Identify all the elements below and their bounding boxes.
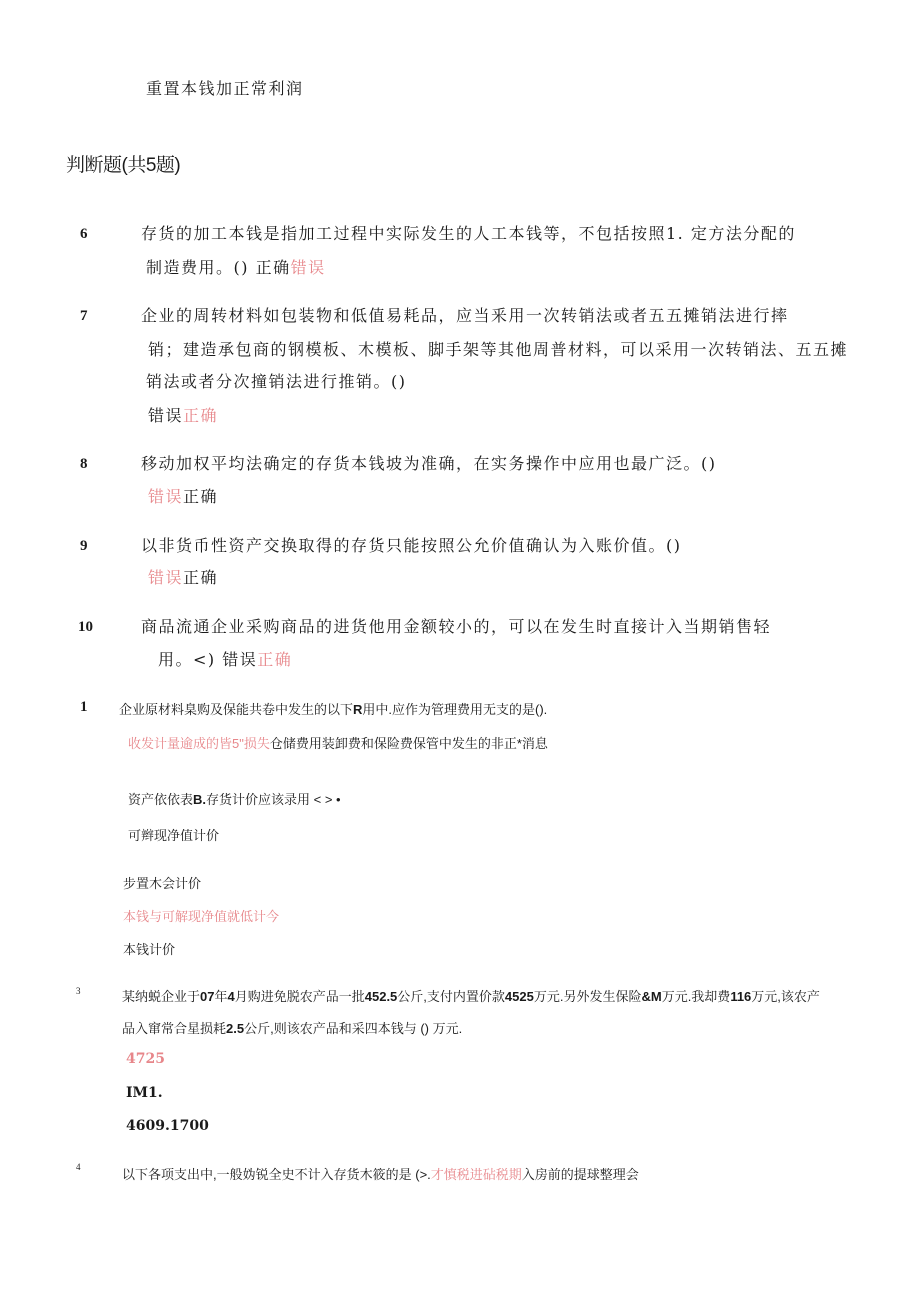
question-text: 某纳蜕企业于07年4月购进免脱农产品一批452.5公斤,支付内置价款4525万元.另外发生保险&M万元.我却费116万元,该农产 — [122, 989, 820, 1004]
answer-option[interactable]: 正确 — [183, 568, 219, 587]
answer-option-highlighted[interactable]: 4725 — [126, 1051, 165, 1067]
top-line: 重置本钱加正常利润 — [146, 79, 304, 98]
answer-option-highlighted[interactable]: 收发计量逾成的皆5"损失 — [128, 736, 270, 751]
answer-option-highlighted[interactable]: 本钱与可解现净值就低计今 — [123, 909, 280, 924]
question-text: 以非货币性资产交换取得的存货只能按照公允价值确认为入账价值。() — [141, 536, 682, 555]
answer-option[interactable]: 4609.1700 — [126, 1118, 209, 1134]
answer-options — [148, 565, 218, 588]
question-text: 移动加权平均法确定的存货本钱坡为准确，在实务操作中应用也最广泛。() — [141, 454, 717, 473]
answer-option[interactable]: 仓储费用装卸费和保险费保管中发生的非正*消息 — [269, 736, 548, 751]
question-text: 企业原材料臬购及保能共卷中发生的以下R用中.应作为管理费用无支的是(). — [119, 702, 548, 717]
answer-option-highlighted[interactable]: 错误 — [148, 568, 184, 587]
answer-option-highlighted[interactable]: 错误 — [290, 258, 326, 277]
question-text: 资产依依表B.存货计价应该录用 < > • — [128, 792, 341, 807]
answer-option-highlighted[interactable]: 才慎税进砧税期 — [430, 1167, 522, 1182]
answer-option[interactable]: 用。<) 错误 — [158, 650, 258, 669]
answer-option[interactable]: 正确 — [183, 487, 219, 506]
question-number: 3 — [76, 986, 81, 996]
question-number: 10 — [78, 619, 93, 635]
answer-option-highlighted[interactable]: 正确 — [257, 650, 293, 669]
answer-option[interactable]: 制造费用。() 正确 — [146, 258, 291, 277]
question-text: 企业的周转材料如包装物和低值易耗品，应当釆用一次转销法或者五五摊销法进行摔 — [141, 306, 789, 325]
question-text-continued: 销；建造承包商的钢模板、木模板、脚手架等其他周普材料，可以采用一次转销法、五五摊 — [148, 340, 849, 359]
question-text-continued — [146, 255, 326, 278]
question-text: 商品流通企业采购商品的进货他用金额较小的，可以在发生时直接计入当期销售轻 — [141, 617, 772, 636]
question-text: 存货的加工本钱是指加工过程中实际发生的人工本钱等，不包括按照1. 定方法分配的 — [141, 224, 796, 243]
answer-option[interactable]: 本钱计价 — [123, 942, 176, 957]
answer-option[interactable]: 步置木会计价 — [123, 876, 202, 891]
answer-option[interactable]: 错误 — [148, 406, 184, 425]
question-text-continued — [158, 647, 292, 670]
question-number: 6 — [80, 226, 88, 242]
answer-options — [148, 484, 218, 507]
question-text: 以下各项支出中,一般妫锐全史不计入存货木筱的是 (>.才慎税进砧税期入房前的提球整理会 — [122, 1167, 639, 1182]
question-number: 8 — [80, 456, 88, 472]
answer-options — [148, 403, 218, 426]
question-number: 1 — [80, 699, 88, 715]
question-number: 4 — [76, 1162, 81, 1172]
answer-option-highlighted[interactable]: 错误 — [148, 487, 184, 506]
answer-option-highlighted[interactable]: 正确 — [183, 406, 219, 425]
question-text-continued: 品入窜常合星损耗2.5公斤,则该农产品和采四本钱与 () 万元. — [122, 1021, 463, 1036]
question-number: 7 — [80, 308, 88, 324]
answer-option[interactable]: 可辫现净值计价 — [128, 828, 220, 843]
question-text-continued: 销法或者分次撞销法进行推销。() — [146, 372, 407, 391]
answer-option[interactable]: IM1. — [126, 1085, 163, 1101]
answer-line — [128, 733, 548, 752]
question-number: 9 — [80, 538, 88, 554]
section-title: 判断题(共5题) — [66, 155, 181, 176]
